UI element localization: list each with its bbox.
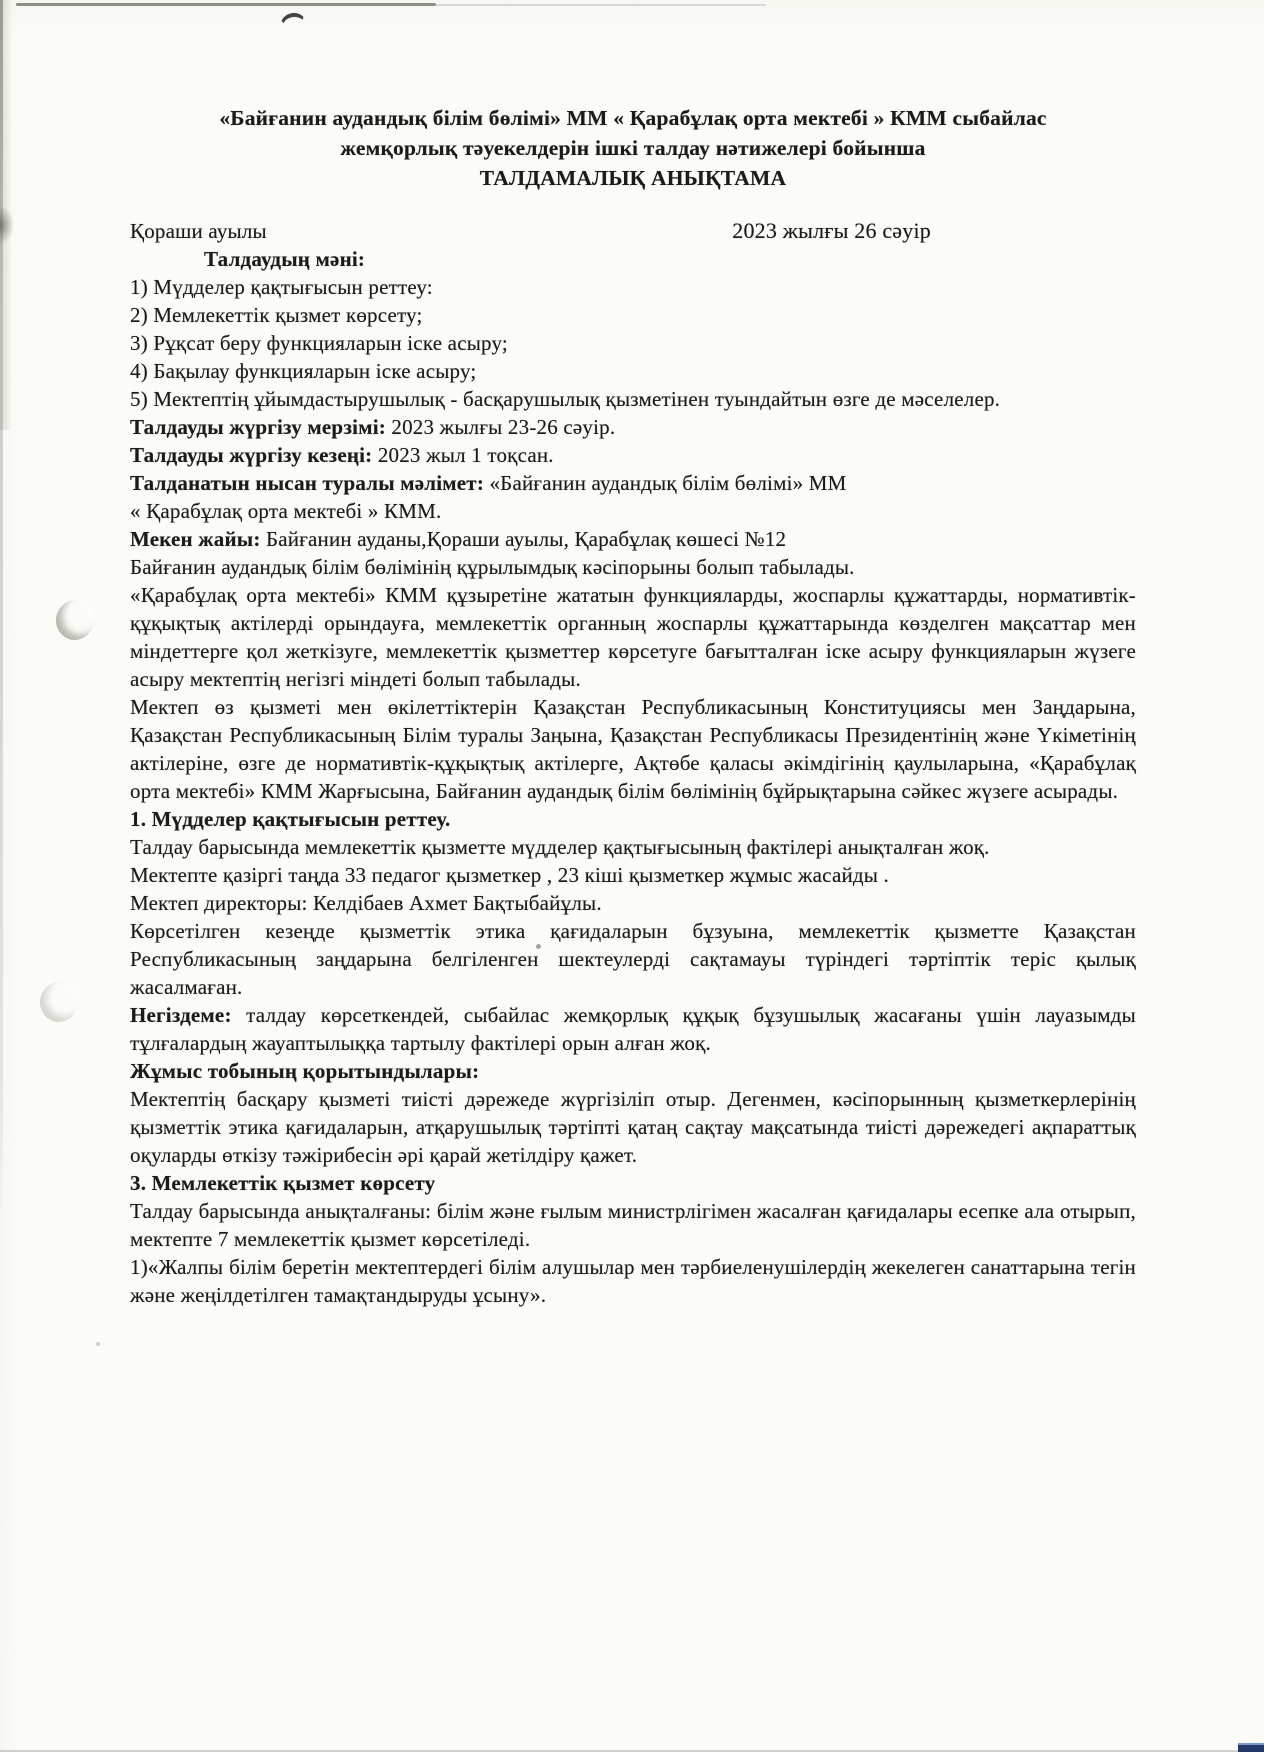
field-label: Талдауды жүргізу кезеңі: [130,443,373,467]
document-date: 2023 жылғы 26 сәуір [732,218,931,243]
legal-paragraph: Мектеп өз қызметі мен өкілеттіктерін Қазақстан Республикасының Конституциясы мен Заңдарына, Қазақстан Республикасының Білім туралы Заңына, Қазақстан Республикасы Президентінің және Үкіметінің актілеріне, өзге де нормативтік-құқықтық актілерге, Ақтөбе қаласы әкімдігінің қаулыларына, «Қарабұлақ орта мектебі» КММ Жарғысына, Байғанин аудандық білім бөлімінің бұйрықтарына сәйкес жүзеге асырады. [130,695,1136,803]
field-label: Негіздеме: [130,1003,232,1027]
scan-speck [96,1342,100,1346]
section-1-paragraph: Мектеп директоры: Келдібаев Ахмет Бақтыбайұлы. [130,891,602,915]
section-1-basis [130,1001,1136,1057]
object-name-line: « Қарабұлақ орта мектебі » КММ. [130,499,442,523]
structure-line: Байғанин аудандық білім бөлімінің құрылымдық кәсіпорыны болып табылады. [130,555,855,579]
field-label: Талдауды жүргізу мерзімі: [130,415,386,439]
subject-heading: Талдаудың мәні: [204,247,366,271]
mission-paragraph: «Қарабұлақ орта мектебі» КММ құзыретіне жататын функцияларды, жоспарлы құжаттарды, нормативтік-құқықтық актілерді орындауға, мемлекеттік органның жоспарлы құжаттарында көзделген мақсаттар мен міндеттерге қол жеткізуге, мемлекеттік қызметтер көрсетуге бағытталған іске асыру функцияларын жүзеге асыру мектептің негізгі міндеті болып табылады. [130,583,1136,691]
subject-item: 1) Мүдделер қақтығысын реттеу: [130,275,433,299]
subject-item: 5) Мектептің ұйымдастырушылық - басқарушылық қызметінен туындайтын өзге де мәселелер. [130,387,1001,411]
section-1-heading: 1. Мүдделер қақтығысын реттеу. [130,807,451,831]
punch-hole-shadow [36,978,81,1025]
field-value: 2023 жыл 1 тоқсан. [372,443,554,467]
scan-top-edge-line [16,3,436,6]
scan-left-edge-line [0,0,3,1235]
pen-squiggle-mark [278,11,309,33]
section-3-heading: 3. Мемлекеттік қызмет көрсету [130,1171,436,1195]
section-3-paragraph: Талдау барысында анықталғаны: білім және ғылым министрлігімен жасалған қағидалары есепке ала отырып, мектепте 7 мемлекеттік қызмет көрсетіледі. [130,1199,1136,1251]
section-1-paragraph: Мектепте қазіргі таңда 33 педагог қызметкер , 23 кіші қызметкер жұмыс жасайды . [130,863,889,887]
title-line-2: жемқорлық тәуекелдерін ішкі талдау нәтижелері бойынша [340,136,926,160]
scan-left-edge-smudge [0,206,14,244]
document-body [130,103,1136,1309]
field-label: Талданатын нысан туралы мәлімет: [130,471,485,495]
title-line-3: ТАЛДАМАЛЫҚ АНЫҚТАМА [479,166,787,190]
field-analysis-period [130,441,1136,469]
place-date-row [130,217,1136,245]
place-name: Қораши ауылы [130,219,267,243]
subject-item: 2) Мемлекеттік қызмет көрсету; [130,303,423,327]
conclusion-heading: Жұмыс тобының қорытындылары: [130,1059,480,1083]
field-value: «Байғанин аудандық білім бөлімі» ММ [484,471,847,495]
field-value: талдау көрсеткендей, сыбайлас жемқорлық құқық бұзушылық жасағаны үшін лауазымды тұлғалардың жауаптылыққа тартылу фактілері орын алған жоқ. [130,1003,1136,1055]
scan-bottom-right-mark [1238,1743,1264,1752]
punch-hole-shadow [52,596,97,643]
scan-top-edge-line-faint [436,4,766,6]
field-value: 2023 жылғы 23-26 сәуір. [385,415,616,439]
title-line-1: «Байғанин аудандық білім бөлімі» ММ « Қарабұлақ орта мектебі » КММ сыбайлас [219,106,1047,130]
field-analyzed-object [130,469,1136,497]
section-1-paragraph: Көрсетілген кезеңде қызметтік этика қағидаларын бұзуына, мемлекеттік қызметте Қазақстан Республикасының заңдарына белгіленген шектеулерді сақтамауы түріндегі тәртіптік теріс қылық жасалмаған. [130,919,1136,999]
conclusion-paragraph: Мектептің басқару қызметі тиісті дәрежеде жүргізіліп отыр. Дегенмен, кәсіпорынның қызметкерлерінің қызметтік этика қағидаларын, атқарушылық тәртіпті қатаң сақтау мақсатында тиісті дәрежедегі ақпараттық оқуларды өткізу тәжірибесін әрі қарай жетілдіру қажет. [130,1087,1136,1167]
document-title [130,103,1136,193]
subject-item: 4) Бақылау функцияларын іске асыру; [130,359,477,383]
field-analysis-term [130,413,1136,441]
field-value: Байғанин ауданы,Қораши ауылы, Қарабұлақ көшесі №12 [260,527,787,551]
section-1-paragraph: Талдау барысында мемлекеттік қызметте мүдделер қақтығысының фактілері анықталған жоқ. [130,835,990,859]
subject-item: 3) Рұқсат беру функцияларын іске асыру; [130,331,508,355]
field-address [130,525,1136,553]
field-label: Мекен жайы: [130,527,261,551]
section-3-paragraph: 1)«Жалпы білім беретін мектептердегі білім алушылар мен тәрбиеленушілердің жекелеген санаттарына тегін және жеңілдетілген тамақтандыруды ұсыну». [130,1255,1136,1307]
